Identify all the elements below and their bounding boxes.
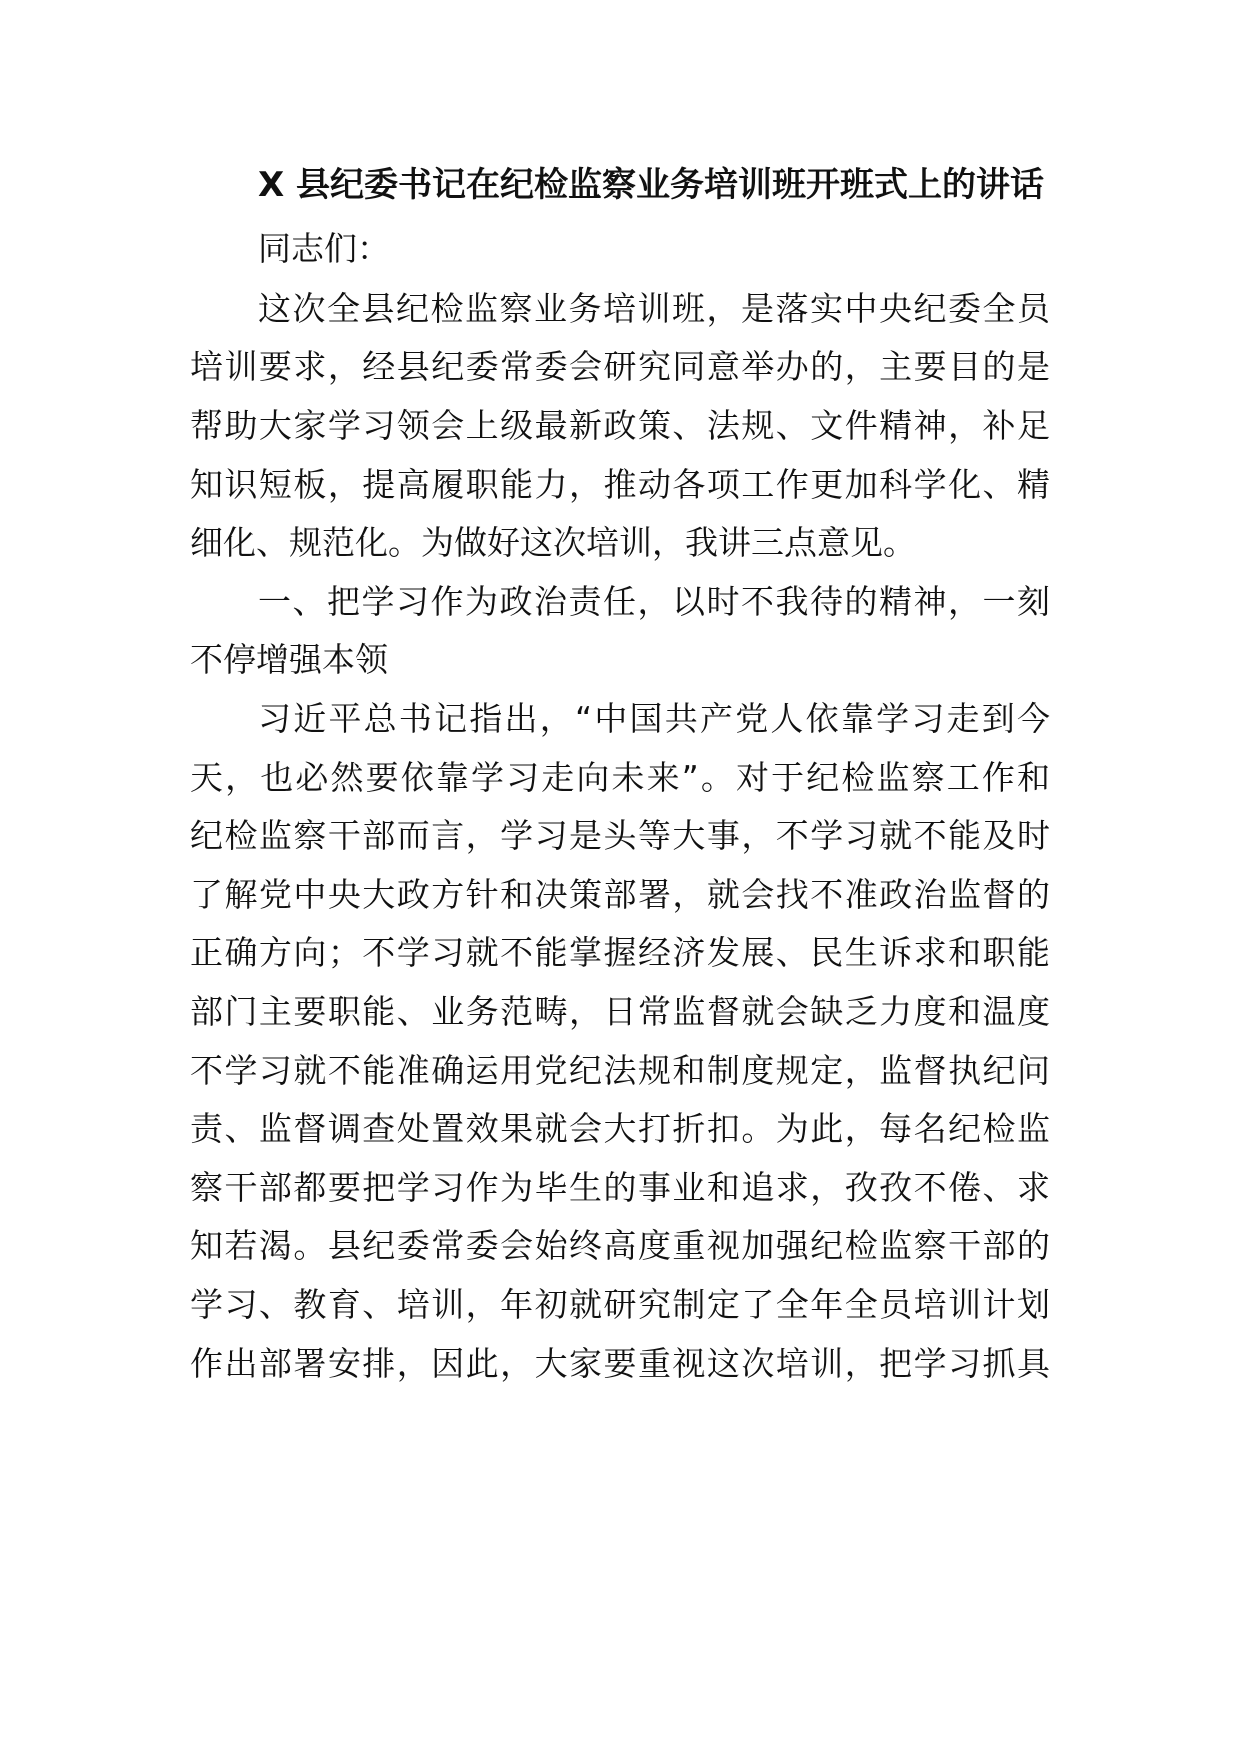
text-line: 知若渴。县纪委常委会始终高度重视加强纪检监察干部的 xyxy=(190,1226,1050,1265)
text-line: 察干部都要把学习作为毕生的事业和追求，孜孜不倦、求 xyxy=(190,1168,1050,1207)
text-line: 作出部署安排，因此，大家要重视这次培训，把学习抓具 xyxy=(190,1344,1050,1383)
text-line: 责、监督调查处置效果就会大打折扣。为此，每名纪检监 xyxy=(190,1109,1050,1148)
text-line: 细化、规范化。为做好这次培训，我讲三点意见。 xyxy=(190,523,916,562)
text-line: 习近平总书记指出，“中国共产党人依靠学习走到今 xyxy=(258,699,1050,738)
text-line: 这次全县纪检监察业务培训班，是落实中央纪委全员 xyxy=(258,289,1050,328)
text-line: 部门主要职能、业务范畴，日常监督就会缺乏力度和温度 xyxy=(190,992,1050,1031)
text-line: 知识短板，提高履职能力，推动各项工作更加科学化、精 xyxy=(190,465,1050,504)
text-line: 纪检监察干部而言，学习是头等大事，不学习就不能及时 xyxy=(190,816,1050,855)
section-heading-line: 一、把学习作为政治责任，以时不我待的精神，一刻 xyxy=(258,582,1050,621)
text-line: 帮助大家学习领会上级最新政策、法规、文件精神，补足 xyxy=(190,406,1050,445)
text-line: 正确方向；不学习就不能掌握经济发展、民生诉求和职能 xyxy=(190,933,1050,972)
salutation: 同志们： xyxy=(258,229,390,268)
document-title: X 县纪委书记在纪检监察业务培训班开班式上的讲话 xyxy=(258,165,1045,205)
text-line: 不学习就不能准确运用党纪法规和制度规定，监督执纪问 xyxy=(190,1051,1050,1090)
text-line: 天，也必然要依靠学习走向未来”。对于纪检监察工作和 xyxy=(190,758,1050,797)
section-heading-line: 不停增强本领 xyxy=(190,640,388,679)
text-line: 培训要求，经县纪委常委会研究同意举办的，主要目的是 xyxy=(190,347,1050,386)
text-line: 学习、教育、培训，年初就研究制定了全年全员培训计划 xyxy=(190,1285,1050,1324)
text-line: 了解党中央大政方针和决策部署，就会找不准政治监督的 xyxy=(190,875,1050,914)
